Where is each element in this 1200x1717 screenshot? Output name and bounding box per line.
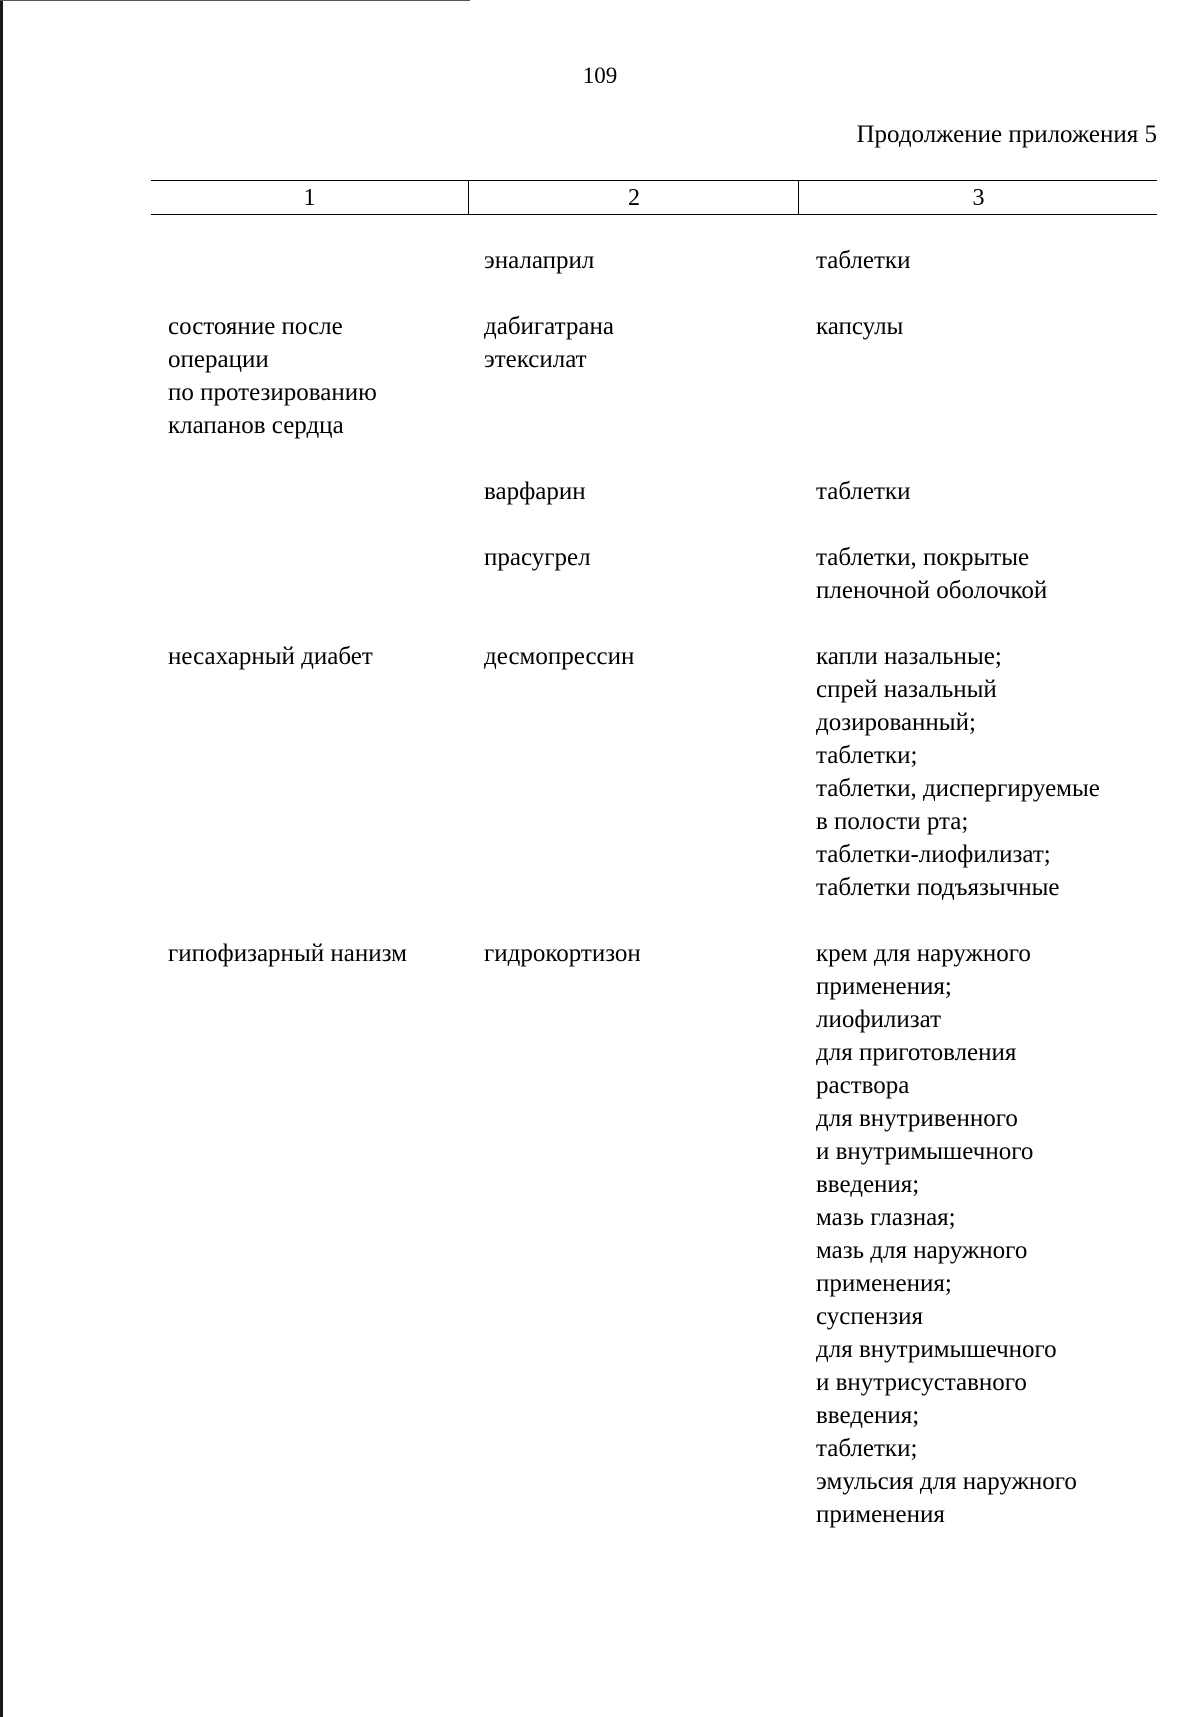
column-header-1: 1 <box>303 185 316 211</box>
dosage-form-cell: таблетки, покрытые пленочной оболочкой <box>816 544 1048 604</box>
condition-cell: гипофизарный нанизм <box>168 940 407 967</box>
dosage-form-cell: таблетки <box>816 247 911 274</box>
drug-cell: дабигатрана этексилат <box>484 313 614 373</box>
drug-cell: эналаприл <box>484 247 595 274</box>
condition-cell: несахарный диабет <box>168 643 373 670</box>
scan-top-edge <box>0 0 470 1</box>
drug-cell: гидрокортизон <box>484 940 641 967</box>
table-body <box>0 244 1200 1564</box>
dosage-form-cell: капли назальные; спрей назальный дозированный; таблетки; таблетки, диспергируемые в полости рта; таблетки-лиофилизат; таблетки подъязычные <box>816 643 1100 901</box>
dosage-form-cell: крем для наружного применения; лиофилизат для приготовления раствора для внутривенного и внутримышечного введения; мазь глазная; мазь для наружного применения; суспензия для внутримышечного и внутрисуставного введения; таблетки; эмульсия для наружного применения <box>816 940 1077 1528</box>
dosage-form-cell: капсулы <box>816 313 904 340</box>
appendix-label: Продолжение приложения 5 <box>856 121 1157 148</box>
table-row <box>0 475 1200 508</box>
drug-cell: десмопрессин <box>484 643 635 670</box>
condition-cell: состояние после операции по протезированию клапанов сердца <box>168 313 377 439</box>
column-header-2: 2 <box>468 181 799 214</box>
column-header-3: 3 <box>798 181 1158 214</box>
table-row <box>0 541 1200 607</box>
drug-cell: варфарин <box>484 478 586 505</box>
page-number: 109 <box>582 63 618 88</box>
table-row <box>0 244 1200 277</box>
dosage-form-cell: таблетки <box>816 478 911 505</box>
table-header-row <box>151 180 1157 215</box>
table-row <box>0 310 1200 442</box>
drug-cell: прасугрел <box>484 544 591 571</box>
table-row <box>0 640 1200 904</box>
table-row <box>0 937 1200 1531</box>
